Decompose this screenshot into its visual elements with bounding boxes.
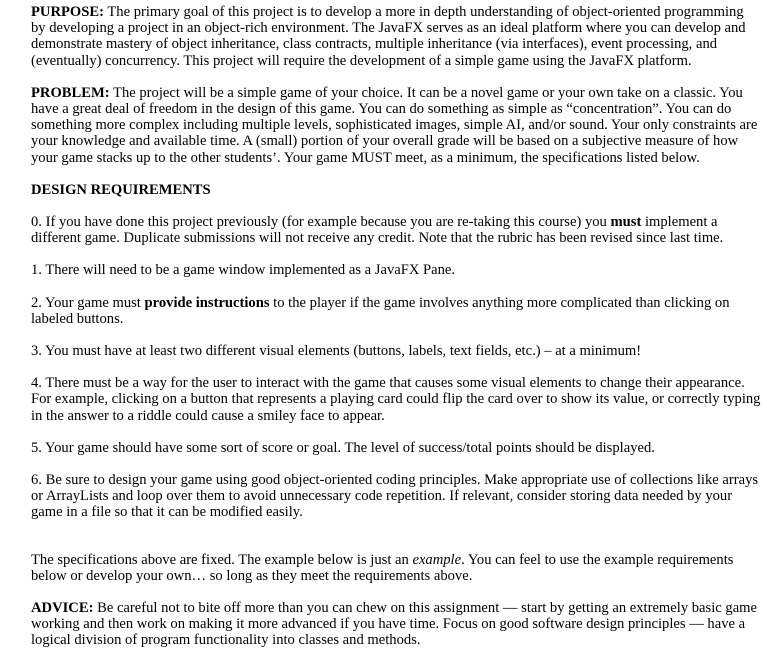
- requirement-2-bold: provide instructions: [144, 294, 270, 311]
- requirement-0-bold: must: [610, 214, 642, 231]
- specifications-post: . You can feel to use the example requirements below or develop your own… so long as they meet the requirements above.: [31, 551, 734, 584]
- purpose-text: The primary goal of this project is to develop a more in depth understanding of object-oriented programming by developing a project in an object-rich environment. The JavaFX serves as an ideal platform where you can develop and demonstrate mastery of object inheritance, class contracts, multiple inheritance (via interfaces), event processing, and (eventually) concurrency. This project will require the development of a simple game using the JavaFX platform.: [31, 4, 746, 69]
- purpose-paragraph: [31, 4, 761, 69]
- specifications-pre: The specifications above are fixed. The example below is just an: [31, 551, 413, 568]
- specifications-paragraph: [31, 552, 761, 584]
- requirement-2-post: to the player if the game involves anything more complicated than clicking on labeled buttons.: [31, 294, 730, 327]
- advice-paragraph: [31, 600, 761, 649]
- problem-label: PROBLEM:: [31, 84, 110, 101]
- specifications-italic: example: [412, 551, 462, 568]
- requirement-4: 4. There must be a way for the user to interact with the game that causes some visual elements to change their appearance. For example, clicking on a button that represents a playing card could flip the card over to show its value, or correctly typing in the answer to a riddle could cause a smiley face to appear.: [31, 375, 761, 424]
- advice-text: Be careful not to bite off more than you can chew on this assignment — start by getting an extremely basic game working and then work on making it more advanced if you have time. Focus on good software design principles — have a logical division of program functionality into classes and methods.: [31, 600, 757, 649]
- problem-text: The project will be a simple game of your choice. It can be a novel game or your own take on a classic. You have a great deal of freedom in the design of this game. You can do something as simple as “concentration”. You can do something more complex including multiple levels, sophisticated images, simple AI, and/or sound. Your only constraints are your knowledge and available time. A (small) portion of your overall grade will be based on a subjective measure of how your game stacks up to the other students’. Your game MUST meet, as a minimum, the specifications listed below.: [31, 84, 758, 166]
- requirement-0: [31, 214, 761, 246]
- requirement-1: 1. There will need to be a game window implemented as a JavaFX Pane.: [31, 262, 456, 279]
- requirement-2-pre: 2. Your game must: [31, 294, 145, 311]
- requirement-5: 5. Your game should have some sort of score or goal. The level of success/total points should be displayed.: [31, 439, 655, 456]
- purpose-label: PURPOSE:: [31, 4, 104, 20]
- requirement-6: 6. Be sure to design your game using good object-oriented coding principles. Make appropriate use of collections like arrays or ArrayLists and loop over them to avoid unnecessary code repetition. If relevant, consider storing data needed by your game in a file so that it can be modified easily.: [31, 472, 759, 521]
- requirement-0-post: implement a different game. Duplicate submissions will not receive any credit. Note that the rubric has been revised since last time.: [31, 214, 724, 247]
- advice-label: ADVICE:: [31, 600, 94, 617]
- requirement-3: 3. You must have at least two different visual elements (buttons, labels, text fields, etc.) – at a minimum!: [31, 343, 642, 360]
- problem-paragraph: [31, 85, 761, 166]
- requirement-0-pre: 0. If you have done this project previously (for example because you are re-taking this course) you: [31, 214, 611, 231]
- design-requirements-heading: DESIGN REQUIREMENTS: [31, 181, 211, 198]
- document-page: [31, 4, 761, 649]
- requirement-2: [31, 295, 761, 327]
